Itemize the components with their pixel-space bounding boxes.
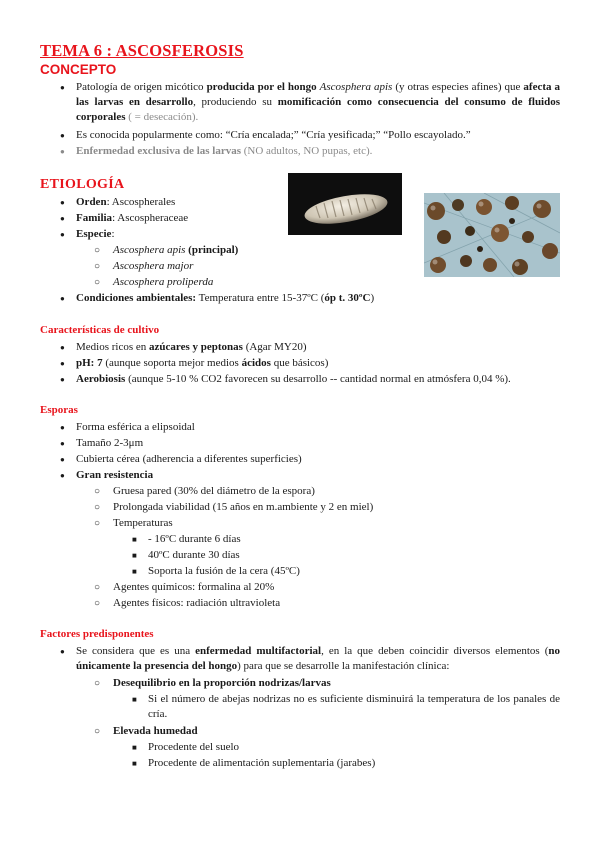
- esporas-item: Forma esférica a elipsoidal: [76, 421, 195, 433]
- bullet: ●: [60, 455, 65, 464]
- bullet: ●: [60, 294, 65, 303]
- bullet: ●: [60, 343, 65, 352]
- bullet: ●: [60, 147, 65, 156]
- resistencia-item: Prolongada viabilidad (15 años en m.ambiente y 2 en miel): [113, 501, 374, 513]
- esporas-gran-resistencia: Gran resistencia: [76, 469, 154, 481]
- humedad-item: Procedente del suelo: [148, 741, 240, 753]
- section-heading-etiologia: ETIOLOGÍA: [40, 177, 125, 192]
- spores-image: [424, 193, 560, 277]
- sub-bullet: ○: [94, 598, 101, 609]
- humedad-heading: Elevada humedad: [113, 725, 198, 737]
- especie-line: Especie:: [76, 228, 115, 240]
- concepto-paragraph-2: Es conocida popularmente como: “Cría encalada;” “Cría yesificada;” “Pollo escayolado.”: [76, 129, 471, 141]
- square-bullet: ■: [132, 743, 137, 752]
- temperature-item: - 16ºC durante 6 días: [148, 533, 241, 545]
- temperature-item: 40ºC durante 30 días: [148, 549, 240, 561]
- desequilibrio-text: Si el número de abejas nodrizas no es suficiente disminuirá la temperatura de los panales de cría.: [148, 693, 560, 720]
- spores-micrograph: [424, 193, 560, 277]
- sub-bullet: ○: [94, 502, 101, 513]
- square-bullet: ■: [132, 535, 137, 544]
- sub-bullet: ○: [94, 518, 101, 529]
- page-title: TEMA 6 : ASCOSFEROSIS: [40, 41, 244, 60]
- bullet: ●: [60, 83, 65, 92]
- sub-bullet: ○: [94, 582, 101, 593]
- section-heading-factores: Factores predisponentes: [40, 628, 154, 640]
- agent-item: Agentes físicos: radiación ultravioleta: [113, 597, 281, 609]
- species-item: Ascosphera proliperda: [113, 276, 214, 288]
- square-bullet: ■: [132, 551, 137, 560]
- bullet: ●: [60, 214, 65, 223]
- bullet: ●: [60, 198, 65, 207]
- bullet: ●: [60, 359, 65, 368]
- sub-bullet: ○: [94, 261, 101, 272]
- bullet: ●: [60, 131, 65, 140]
- esporas-item: Cubierta cérea (adherencia a diferentes superficies): [76, 453, 302, 465]
- factores-paragraph: Se considera que es una enfermedad multifactorial, en la que deben coincidir diversos elementos (no únicamente la presencia del hongo) para que se desarrolle la manifestación clínica:: [76, 645, 561, 672]
- cultivo-line-3: Aerobiosis (aunque 5-10 % CO2 favorecen su desarrollo -- cantidad normal en atmósfera 0,04 %).: [76, 373, 511, 385]
- larva-photo: [288, 173, 402, 235]
- sub-bullet: ○: [94, 486, 101, 497]
- square-bullet: ■: [132, 567, 137, 576]
- bullet: ●: [60, 647, 65, 656]
- desequilibrio-heading: Desequilibrio en la proporción nodrizas/larvas: [113, 677, 331, 689]
- orden-line: Orden: Ascospherales: [76, 196, 176, 208]
- sub-bullet: ○: [94, 726, 101, 737]
- bullet: ●: [60, 439, 65, 448]
- agent-item: Agentes químicos: formalina al 20%: [113, 581, 275, 593]
- bullet: ●: [60, 230, 65, 239]
- section-heading-esporas: Esporas: [40, 404, 78, 416]
- resistencia-item: Gruesa pared (30% del diámetro de la espora): [113, 485, 315, 497]
- humedad-item: Procedente de alimentación suplementaria (jarabes): [148, 757, 376, 769]
- bullet: ●: [60, 423, 65, 432]
- square-bullet: ■: [132, 695, 137, 704]
- temperature-item: Soporta la fusión de la cera (45ºC): [148, 565, 300, 577]
- sub-bullet: ○: [94, 277, 101, 288]
- species-item: Ascosphera major: [113, 260, 194, 272]
- section-heading-cultivo: Características de cultivo: [40, 324, 160, 336]
- square-bullet: ■: [132, 759, 137, 768]
- cultivo-line-2: pH: 7 (aunque soporta mejor medios ácidos que básicos): [76, 357, 329, 369]
- bullet: ●: [60, 375, 65, 384]
- concepto-paragraph-3: Enfermedad exclusiva de las larvas (NO adultos, NO pupas, etc).: [76, 145, 373, 157]
- familia-line: Familia: Ascospheraceae: [76, 212, 189, 224]
- concepto-paragraph-1: Patología de origen micótico producida por el hongo Ascosphera apis (y otras especies afines) que afecta a las larvas en desarrollo, produciendo su momificación como consecuencia del consumo de fluidos corporales ( = desecación).: [76, 81, 561, 123]
- larva-image: [288, 173, 402, 235]
- resistencia-item: Temperaturas: [113, 517, 173, 529]
- bullet: ●: [60, 471, 65, 480]
- cultivo-line-1: Medios ricos en azúcares y peptonas (Agar MY20): [76, 341, 307, 353]
- sub-bullet: ○: [94, 678, 101, 689]
- species-item: Ascosphera apis (principal): [113, 244, 239, 256]
- condiciones-line: Condiciones ambientales: Temperatura entre 15-37ºC (óp t. 30ºC): [76, 292, 375, 304]
- esporas-item: Tamaño 2-3μm: [76, 437, 144, 449]
- section-heading-concepto: CONCEPTO: [40, 62, 117, 77]
- sub-bullet: ○: [94, 245, 101, 256]
